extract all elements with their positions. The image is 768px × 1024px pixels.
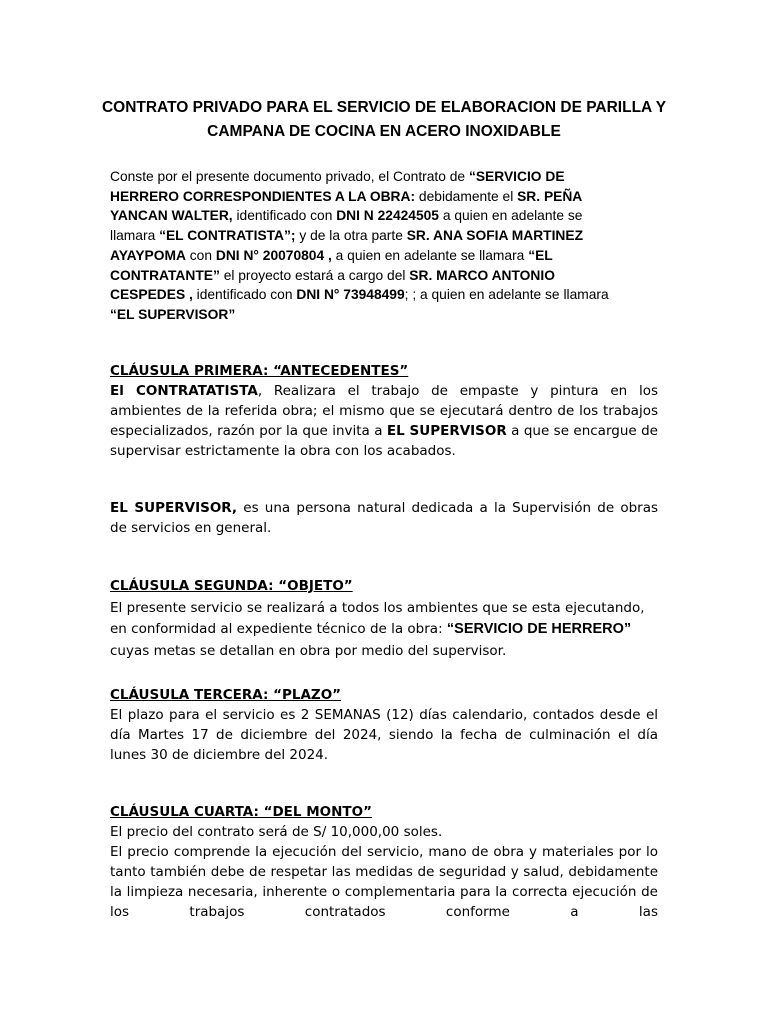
clause-1-bold: EL SUPERVISOR,: [110, 500, 238, 516]
clause-4-section: [110, 802, 658, 922]
clause-1-paragraph-2: [110, 498, 658, 538]
client-alias: “EL CONTRATANTE”: [110, 247, 553, 283]
clause-4-paragraph-1: El precio del contrato será de S/ 10,000,00 soles.: [110, 824, 443, 840]
title-line-2: CAMPANA DE COCINA EN ACERO INOXIDABLE: [207, 123, 561, 140]
intro-text: ; ; a quien en adelante se llamara: [404, 287, 609, 303]
clause-2-paragraph: [110, 598, 658, 663]
clause-1-paragraph-1: [110, 381, 658, 461]
intro-text: a quien en adelante se llamara: [110, 208, 583, 244]
clause-1-heading: CLÁUSULA PRIMERA: “ANTECEDENTES”: [110, 363, 409, 379]
clause-2-text: El presente servicio se realizará a todos los ambientes que se esta ejecutando, en conformidad al expediente técnico de la obra:: [110, 599, 645, 637]
clause-1-text: , Realizara el trabajo de empaste y pintura en los ambientes de la referida obra; el mismo que se ejecutará dentro de los trabajos especializados, razón por la que invita a: [110, 383, 659, 439]
intro-text: debidamente el: [415, 188, 518, 204]
supervisor-dni: DNI N° 73948499: [296, 287, 405, 303]
client-name: SR. ANA SOFIA MARTINEZ AYAYPOMA: [110, 228, 584, 263]
clause-2-section: [110, 576, 658, 662]
clause-1-text: es una persona natural dedicada a la Supervisión de obras de servicios en general.: [110, 500, 658, 536]
intro-text: y de la otra parte: [295, 228, 407, 244]
intro-paragraph: [110, 167, 630, 325]
contractor-dni: DNI N 22424505: [336, 208, 439, 224]
title-line-1: CONTRATO PRIVADO PARA EL SERVICIO DE ELABORACION DE PARILLA Y: [101, 99, 667, 116]
clause-4-paragraph-2: El precio comprende la ejecución del servicio, mano de obra y materiales por lo tanto también debe de respetar las medidas de seguridad y salud, debidamente la limpieza necesaria, inherente o complementaria para la correcta ejecución de los trabajos contratados conforme a las: [110, 844, 658, 920]
intro-text: Conste por el presente documento privado, el Contrato de: [110, 169, 469, 184]
contractor-alias: “EL CONTRATISTA”;: [159, 228, 296, 244]
clause-1-bold: EL SUPERVISOR: [386, 423, 507, 439]
clause-1-section: [110, 361, 658, 461]
clause-1-bold: El CONTRATATISTA: [110, 383, 258, 399]
clause-3-paragraph: El plazo para el servicio es 2 SEMANAS (12) días calendario, contados desde el día Martes 17 de diciembre del 2024, siendo la fecha de culminación el día lunes 30 de diciembre del 2024.: [110, 707, 658, 763]
supervisor-name: SR. MARCO ANTONIO CESPEDES ,: [110, 267, 555, 303]
intro-bold: “SERVICIO DE HERRERO CORRESPONDIENTES A LA OBRA:: [110, 169, 565, 204]
intro-text: identificado con: [192, 287, 297, 303]
supervisor-alias: “EL SUPERVISOR”: [110, 306, 236, 322]
clause-3-heading: CLÁUSULA TERCERA: “PLAZO”: [110, 687, 342, 703]
clause-1-text: a que se encargue de supervisar estrictamente la obra con los acabados.: [110, 423, 658, 459]
intro-text: a quien en adelante se llamara: [331, 247, 529, 263]
intro-text: el proyecto estará a cargo del: [219, 267, 410, 283]
intro-text: identificado con: [232, 208, 337, 224]
contractor-name: SR. PEÑA YANCAN WALTER,: [110, 188, 582, 224]
clause-4-heading: CLÁUSULA CUARTA: “DEL MONTO”: [110, 804, 372, 820]
clause-2-text: cuyas metas se detallan en obra por medio del supervisor.: [110, 642, 507, 659]
clause-3-section: [110, 685, 658, 765]
intro-text: con: [185, 247, 216, 263]
client-dni: DNI N° 20070804 ,: [215, 247, 332, 263]
clause-2-bold: “SERVICIO DE HERRERO”: [446, 621, 632, 637]
clause-2-heading: CLÁUSULA SEGUNDA: “OBJETO”: [110, 578, 353, 594]
document-title: [100, 96, 668, 144]
